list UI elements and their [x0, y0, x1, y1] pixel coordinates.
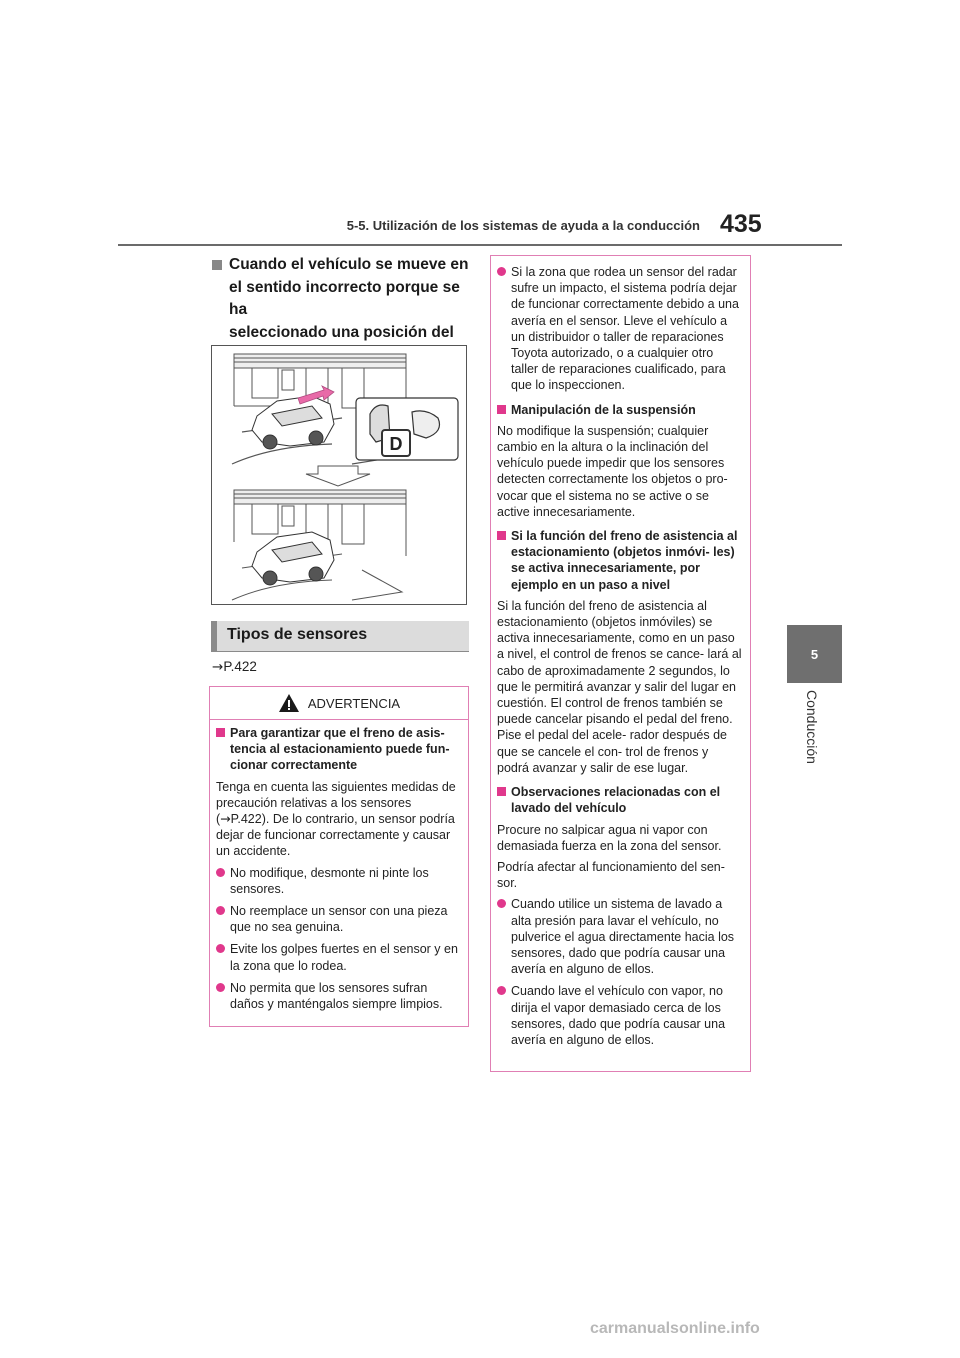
parking-illustration — [211, 345, 467, 605]
warning-bullet — [216, 941, 462, 973]
down-arrow-icon — [306, 466, 370, 486]
wash-bullet-text: Cuando utilice un sistema de lavado a alta presión para lavar el vehículo, no pulverice el agua directamente hacia los sensores, dado que podría causar una avería en alguno de ellos. — [511, 897, 735, 977]
warning-triangle-icon — [278, 693, 300, 713]
page-number: 435 — [720, 210, 762, 238]
warning-paragraph — [216, 779, 462, 860]
bullet-dot-icon — [216, 983, 225, 992]
warning-paragraph-text: Tenga en cuenta las siguientes medidas de precaución relativas a los sensores ( — [216, 779, 456, 827]
page-reference-value: P.422 — [223, 659, 257, 674]
function-paragraph: Si la función del freno de asistencia al estacionamiento (objetos inmóviles) se activa innecesariamente, como en un paso a nivel, el control de frenos se cance- lará al cabo de aproximadamente 2 segundos, lo que le permitirá avanzar y salir del lugar en cuestión. El control de frenos también se puede cancelar pisando el pedal del freno. Pise el pedal del acele- rador después de que se cancele el con- trol de frenos y podrá avanzar y salir de ese lugar. — [497, 598, 742, 775]
wash-paragraph: Procure no salpicar agua ni vapor con demasiada fuerza en la zona del sensor. — [497, 822, 722, 853]
warning-bullet-text: Evite los golpes fuertes en el sensor y en la zona que lo rodea. — [230, 942, 458, 973]
warning-body — [216, 725, 462, 1018]
gear-label: D — [389, 434, 403, 454]
warning-heading-text: Para garantizar que el freno de asis- tencia al estacionamiento puede fun- cionar correctamente — [230, 726, 450, 773]
heading-line: seleccionado una posición del — [229, 323, 454, 341]
warning-bullet — [216, 865, 462, 897]
watermark: carmanualsonline.info — [590, 1320, 760, 1337]
warning-paragraph-ref: P.422 — [230, 812, 262, 827]
bullet-dot-icon — [216, 906, 225, 915]
suspension-heading-text: Manipulación de la suspensión — [511, 402, 696, 417]
heading-square-icon — [497, 405, 506, 414]
car-icon — [252, 396, 334, 449]
bullet-dot-icon — [216, 868, 225, 877]
warning-title: ADVERTENCIA — [307, 695, 401, 711]
bullet-dot-icon — [497, 267, 506, 276]
running-header: 5-5. Utilización de los sistemas de ayuda a la conducción — [346, 218, 700, 233]
warning-paragraph-text: ). De lo contrario, un sensor podría dejar de funcionar correctamente y causar un accidente. — [216, 812, 455, 859]
gear-lever-inset — [356, 398, 458, 460]
warning-bullet-text: No reemplace un sensor con una pieza que no sea genuina. — [230, 904, 448, 935]
warning-bullet-text: No modifique, desmonte ni pinte los sensores. — [230, 865, 429, 896]
warning-bullet — [216, 980, 462, 1012]
radar-bullet — [497, 264, 743, 394]
warning-heading — [216, 725, 462, 774]
warning-bullet-text: No permita que los sensores sufran daños y manténgalos siempre limpios. — [230, 980, 443, 1012]
bullet-dot-icon — [497, 986, 506, 995]
warning-header — [210, 687, 468, 719]
sensor-types-title: Tipos de sensores — [211, 621, 469, 651]
radar-bullet-text: Si la zona que rodea un sensor del radar sufre un impacto, el sistema podría dejar de funcionar correctamente debido a una avería en el sensor. Lleve el vehículo a un distribuidor o taller de reparaciones Toyota autorizado, o a cualquier otro taller de reparaciones cualificado, para que lo inspeccionen. — [511, 265, 739, 393]
car-icon — [252, 532, 334, 585]
wash-bullet — [497, 983, 743, 1048]
precautions-box — [490, 255, 751, 1072]
bullet-dot-icon — [216, 944, 225, 953]
heading-line: Cuando el vehículo se mueve en — [229, 256, 469, 273]
chapter-tab — [787, 625, 842, 683]
function-heading-text: Si la función del freno de asistencia al estacionamiento (objetos inmóvi- les) se activa innecesariamente, por ejemplo en un paso a nivel — [511, 529, 738, 592]
warning-bullet — [216, 903, 462, 935]
bullet-dot-icon — [497, 899, 506, 908]
sensor-types-rule — [211, 651, 469, 652]
page-reference — [212, 659, 257, 675]
header-divider — [118, 244, 842, 246]
wash-heading — [497, 784, 743, 816]
heading-square-icon — [212, 260, 222, 270]
heading-square-icon — [216, 728, 225, 737]
arrow-right-icon: → — [212, 659, 224, 675]
wash-paragraph: Podría afectar al funcionamiento del sen- sor. — [497, 859, 725, 891]
warning-box — [209, 686, 469, 1027]
function-heading — [497, 528, 743, 593]
wash-heading-text: Observaciones relacionadas con el lavado del vehículo — [511, 785, 721, 816]
heading-square-icon — [497, 531, 506, 540]
suspension-heading — [497, 402, 743, 418]
warning-header-rule — [210, 719, 468, 720]
wash-bullet-text: Cuando lave el vehículo con vapor, no dirija el vapor demasiado cerca de los sensores, dado que podría causar una avería en alguno de ellos. — [511, 984, 726, 1047]
wash-bullet — [497, 896, 743, 977]
precautions-body — [497, 264, 743, 1054]
suspension-paragraph: No modifique la suspensión; cualquier cambio en la altura o la inclinación del vehículo puede impedir que los sensores detecten correctamente los objetos o pro- vocar que el sistema no se active o se active innecesariamente. — [497, 423, 728, 519]
heading-line: el sentido incorrecto porque se ha — [229, 278, 460, 318]
chapter-number: 5 — [810, 646, 819, 662]
chapter-label: Conducción — [804, 690, 820, 764]
heading-square-icon — [497, 787, 506, 796]
arrow-right-icon: → — [220, 811, 231, 827]
